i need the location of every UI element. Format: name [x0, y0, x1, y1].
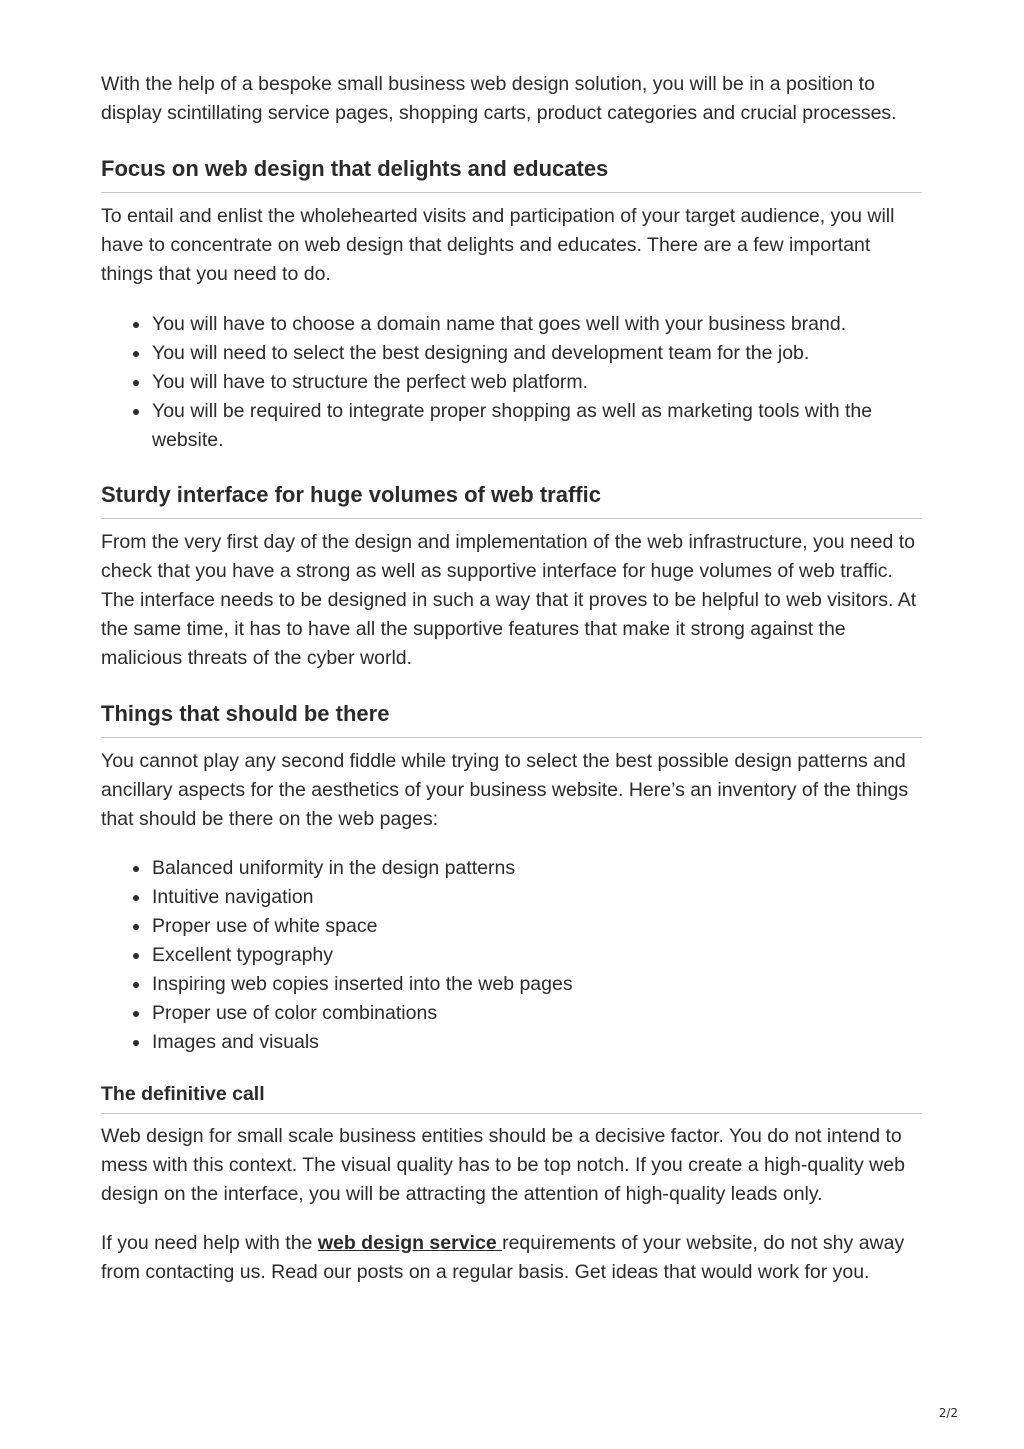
section-things-list [101, 854, 922, 1057]
section-focus-list [101, 310, 922, 455]
section-heading-things: Things that should be there [101, 700, 922, 738]
closing-paragraph [101, 1229, 922, 1287]
list-item: Proper use of color combinations [152, 999, 922, 1028]
section-heading-interface: Sturdy interface for huge volumes of web traffic [101, 481, 922, 519]
list-item: Images and visuals [152, 1028, 922, 1057]
page-number: 2/2 [938, 1406, 958, 1420]
section-focus-paragraph: To entail and enlist the wholehearted visits and participation of your target audience, you will have to concentrate on web design that delights and educates. There are a few important things that you need to do. [101, 205, 895, 285]
list-item: You will be required to integrate proper shopping as well as marketing tools with the website. [152, 397, 922, 455]
web-design-service-link[interactable]: web design service [317, 1232, 503, 1254]
list-item: You will have to choose a domain name that goes well with your business brand. [152, 310, 922, 339]
list-item: Balanced uniformity in the design patterns [152, 854, 922, 883]
list-item: You will have to structure the perfect web platform. [152, 368, 922, 397]
section-interface-paragraph: From the very first day of the design and implementation of the web infrastructure, you need to check that you have a strong as well as supportive interface for huge volumes of web traffic. The interface needs to be designed in such a way that it proves to be helpful to web visitors. At the same time, it has to have all the supportive features that make it strong against the malicious threats of the cyber world. [101, 531, 917, 669]
intro-paragraph: With the help of a bespoke small business web design solution, you will be in a position to display scintillating service pages, shopping carts, product categories and crucial processes. [101, 73, 897, 124]
list-item: Inspiring web copies inserted into the web pages [152, 970, 922, 999]
section-heading-definitive: The definitive call [101, 1081, 922, 1114]
list-item: You will need to select the best designing and development team for the job. [152, 339, 922, 368]
article-content [101, 70, 922, 1287]
section-things-paragraph: You cannot play any second fiddle while trying to select the best possible design patterns and ancillary aspects for the aesthetics of your business website. Here’s an inventory of the things that should be there on the web pages: [101, 750, 909, 830]
section-heading-focus: Focus on web design that delights and educates [101, 155, 922, 193]
closing-text-after-link: requirements of your website, do not shy away from contacting us. Read our posts on a regular basis. Get ideas that would work for you. [101, 1232, 905, 1283]
closing-text-before-link: If you need help with the [101, 1232, 318, 1254]
section-definitive-paragraph: Web design for small scale business entities should be a decisive factor. You do not intend to mess with this context. The visual quality has to be top notch. If you create a high-quality web design on the interface, you will be attracting the attention of high-quality leads only. [101, 1125, 905, 1205]
list-item: Proper use of white space [152, 912, 922, 941]
list-item: Excellent typography [152, 941, 922, 970]
list-item: Intuitive navigation [152, 883, 922, 912]
